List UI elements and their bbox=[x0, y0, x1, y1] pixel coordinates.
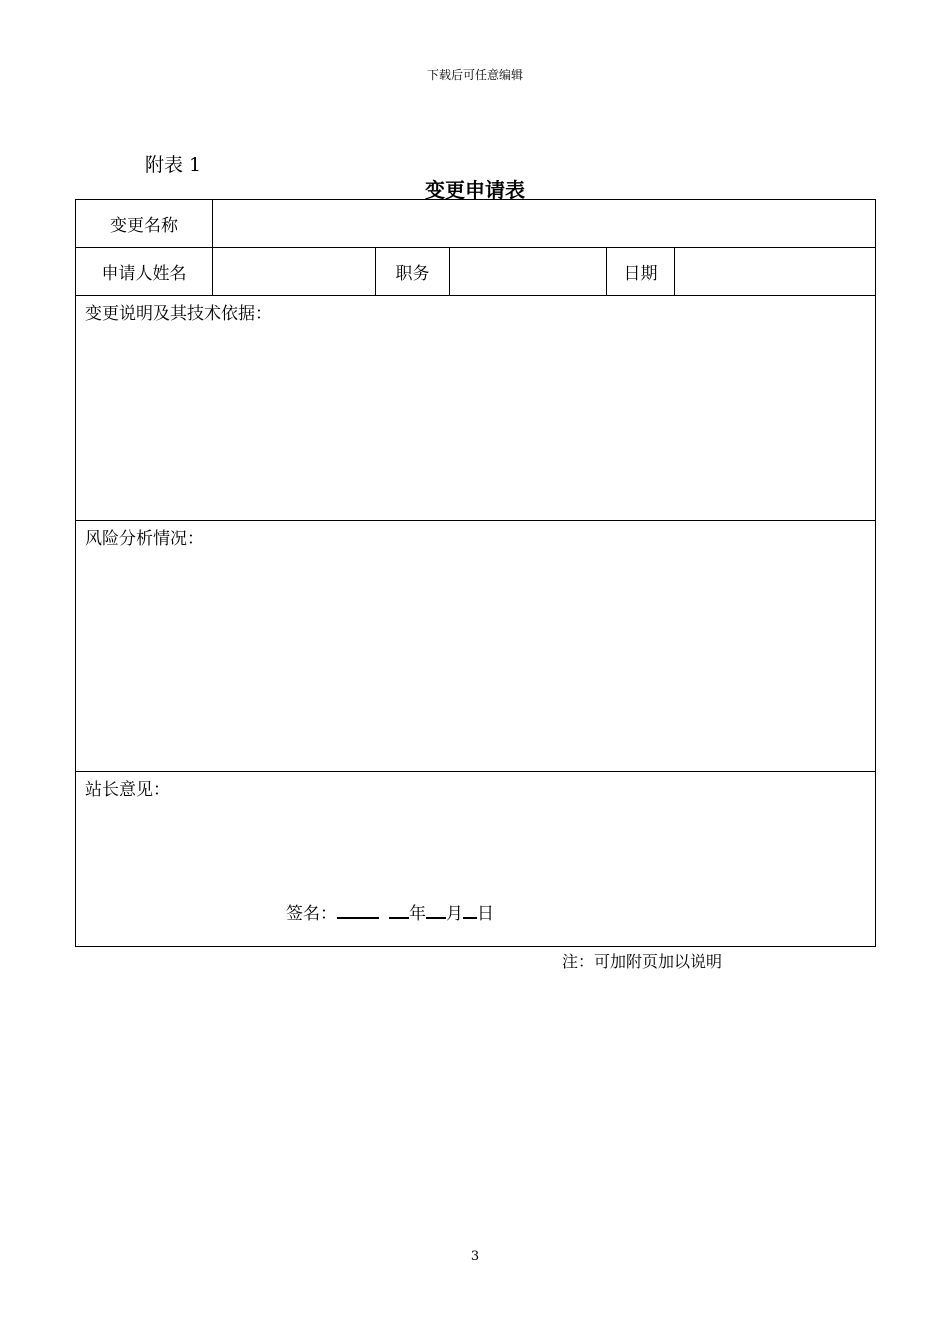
position-field[interactable] bbox=[450, 248, 607, 296]
year-blank[interactable] bbox=[389, 901, 409, 919]
description-label: 变更说明及其技术依据： bbox=[85, 304, 272, 324]
day-blank[interactable] bbox=[463, 901, 477, 919]
year-label: 年 bbox=[409, 904, 426, 924]
risk-analysis-label: 风险分析情况： bbox=[85, 529, 204, 549]
risk-row bbox=[76, 521, 876, 772]
applicant-name-label: 申请人姓名 bbox=[76, 248, 213, 296]
description-field[interactable] bbox=[76, 296, 876, 521]
risk-analysis-field[interactable] bbox=[76, 521, 876, 772]
signature-label: 签名： bbox=[286, 904, 337, 924]
date-field[interactable] bbox=[675, 248, 876, 296]
signature-blank[interactable] bbox=[337, 901, 379, 919]
applicant-row bbox=[76, 248, 876, 296]
day-label: 日 bbox=[477, 904, 494, 924]
station-chief-opinion-field[interactable] bbox=[76, 772, 876, 947]
appendix-label: 附表 1 bbox=[145, 154, 202, 176]
change-name-field[interactable] bbox=[213, 200, 876, 248]
header-note: 下载后可任意编辑 bbox=[426, 68, 523, 82]
month-label: 月 bbox=[446, 904, 463, 924]
change-name-row bbox=[76, 200, 876, 248]
description-row bbox=[76, 296, 876, 521]
opinion-row bbox=[76, 772, 876, 947]
form-title: 变更申请表 bbox=[425, 178, 525, 202]
change-name-label: 变更名称 bbox=[76, 200, 213, 248]
position-label: 职务 bbox=[376, 248, 450, 296]
signature-line bbox=[286, 899, 494, 924]
page-number: 3 bbox=[470, 1249, 480, 1264]
change-request-form bbox=[75, 199, 876, 947]
date-label: 日期 bbox=[607, 248, 675, 296]
station-chief-opinion-label: 站长意见： bbox=[85, 780, 170, 800]
footnote: 注：可加附页加以说明 bbox=[562, 952, 723, 971]
applicant-name-field[interactable] bbox=[213, 248, 376, 296]
month-blank[interactable] bbox=[426, 901, 446, 919]
